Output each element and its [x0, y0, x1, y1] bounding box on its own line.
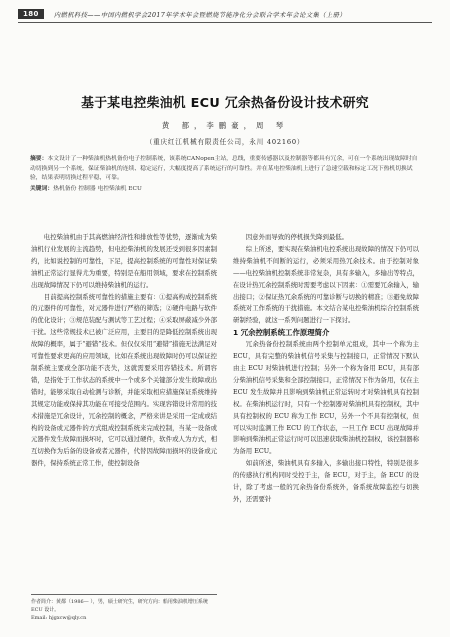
affiliation: （重庆红江机械有限责任公司，永川 402160） [145, 138, 305, 146]
footnote-bio: 作者简介：黄都（1986— ），男，硕士研究生，研究方向：船用柴油机增压系统 ECU 设计。 [31, 599, 208, 613]
page-number: 180 [18, 9, 44, 19]
running-head-text: 内燃机科技——中国内燃机学会2017年学术年会暨燃烧节能净化分会联合学术年会论文集（上册） [53, 11, 347, 19]
author-footnote [31, 594, 217, 622]
paragraph: 目前提高控制系统可靠性的措施主要有：①提高构成控制系统的元器件的可靠性，对元器件进行严格的筛选；②硬件电路与软件的优化设计；③规范装配与测试等工艺过程；④采取屏蔽减少外部干扰。这些常规技术已被广泛应用，主要目的是降低控制系统出现故障的概率，属于“避错”技术。但仅仅采用“避错”措施无法满足对可靠性要求更高的应用领域，比如在系统出现故障时仍可以保证控制系统主要或全部功能不丧失，这就需要采用容错技术。所谓容错，是指处于工作状态的系统中一个或多个关键部分发生故障或出错时，能够采取自动检测与诊断，并能采取相应措施保证系统维持其规定功能或保持其功能在可接受范围内。实现容错设计常用的技术措施是冗余设计，冗余控制的概念，严格来讲是采用一定成或结构的设备或元器件的方式组成控制系统来完成控制，当某一设备或元器件发生故障而损坏时，它可以通过硬件，软件或人为方式，相互切换作为后备的设备或者元器件，代替因故障而损坏的设备或元器件，保持系统正常工作，使控制设备 [31, 292, 217, 468]
abstract [30, 155, 420, 194]
paragraph: 电控柴油机由于其高燃油经济性和排放性等优势，逐渐成为柴油机行业发展的主流趋势，但电控柴油机的发展还受到很多因素制约，比如说控制的可靠性，下足，提高控制系统的可靠性对保证柴油机正常运行显得尤为重要，特别是在船用领域，要求在控制系统出现故障情况下仍可以维持柴油机的运行。 [31, 233, 217, 289]
section-heading: 1 冗余控制系统工作原理简介 [233, 328, 330, 338]
footnote-email: Email: hjgxcw@qly.cn [31, 615, 87, 621]
running-head [18, 6, 432, 23]
paragraph: 因意外而导致的停机损失降到最低。 [245, 233, 349, 241]
paragraph: 如前所述，柴油机具有多输入，多输出接口特性，特别是很多的传感执行机构同时受控于主，备 ECU，对于主，备 ECU 的设计，除了考虑一般的冗余热备份系统外，备系统故障监控与切换外，还需要针 [233, 459, 419, 503]
left-column [31, 232, 217, 470]
abstract-label: 摘要： [30, 156, 48, 162]
keywords [30, 185, 420, 195]
keywords-label: 关键词： [30, 185, 54, 192]
keywords-text: 热机备份 控制器 电控柴油机 ECU [53, 185, 142, 192]
right-column [233, 232, 419, 506]
paragraph: 冗余热备份控制系统由两个控制单元组成，其中一个称为主 ECU，具有完整的柴油机信号采集与控制接口，正常情况下默认由主 ECU 对柴油机进行控制；另外一个称为备用 ECU，具有部分柴油机信号采集和全部控制接口，正常情况下作为备用，仅在主 ECU 发生故障并且影响到柴油机正常运转时才对柴油机具有控制权。在柴油机运行时，只有一个控制器对柴油机具有控制权，其中具有控制权的 ECU 称为工作 ECU，另外一个不具有控制权，但可以实时监测工作 ECU 的工作状态，一旦工作 ECU 出现故障并影响到柴油机正常运行时可以迅速获取柴油机控制权，该控制器称为备用 ECU。 [233, 340, 419, 456]
authors: 黄 都，李鹏豪，周 琴 [161, 121, 289, 130]
paper-title: 基于某电控柴油机 ECU 冗余热备份设计技术研究 [81, 96, 369, 111]
abstract-body [30, 155, 420, 184]
paragraph: 综上所述，要实现在柴油机电控系统出现故障的情况下仍可以维持柴油机不间断的运行，必须采用热冗余技术。由于控制对象——电控柴油机控制系统非常复杂，具有多输入，多输出等特点，在设计热冗余控制系统时需要考虑以下因素：①需要冗余输入，输出接口；②保证热冗余系统的可靠诊断与切换的精准；③避免故障系统对工作系统的干扰措施。本文结合某电控柴油机综合控制系统研制经验，就这一系列问题进行一下探讨。 [233, 244, 419, 325]
abstract-text: 本文设计了一种柴油机热机备份电子控制系统，该系统CANopen主站，总线，重要传感器以及控制器等都具有冗余，可在一个系统出现故障时自动切换到另一个系统，保证柴油机的连续、稳定运行，大幅度提高了系统运行的可靠性。并在某电控柴油机上进行了急速空载和标定工况下热机切换试验，结果表明切换过程平稳，可靠。 [30, 156, 418, 182]
